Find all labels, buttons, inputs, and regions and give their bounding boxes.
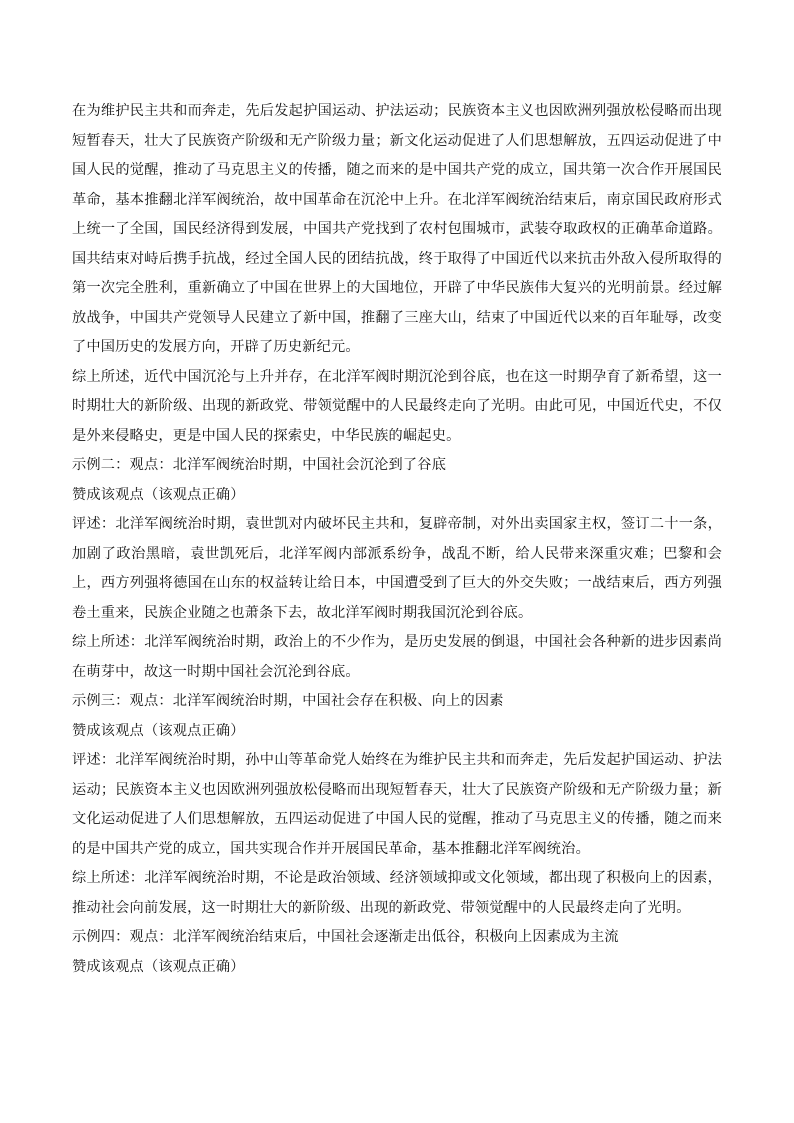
paragraph-continuation: 在为维护民主共和而奔走，先后发起护国运动、护法运动；民族资本主义也因欧洲列强放松侵略而出现短暂春天，壮大了民族资产阶级和无产阶级力量；新文化运动促进了人们思想解放，五四运动促进了中国人民的觉醒，推动了马克思主义的传播，随之而来的是中国共产党的成立，国共第一次合作开展国民革命，基本推翻北洋军阀统治，故中国革命在沉沦中上升。在北洋军阀统治结束后，南京国民政府形式上统一了全国，国民经济得到发展，中国共产党找到了农村包围城市，武装夺取政权的正确革命道路。国共结束对峙后携手抗战，经过全国人民的团结抗战，终于取得了中国近代以来抗击外敌入侵所取得的第一次完全胜利，重新确立了中国在世界上的大国地位，开辟了中华民族伟大复兴的光明前景。经过解放战争，中国共产党领导人民建立了新中国，推翻了三座大山，结束了中国近代以来的百年耻辱，改变了中国历史的发展方向，开辟了历史新纪元。 [72,103,722,355]
paragraph-summary-1: 综上所述，近代中国沉沦与上升并存，在北洋军阀时期沉沦到谷底，也在这一时期孕育了新希望，这一时期壮大的新阶级、出现的新政党、带领觉醒中的人民最终走向了光明。由此可见，中国近代史，不仅是外来侵略史，更是中国人民的探索史，中华民族的崛起史。 [72,368,722,444]
example-3-summary: 综上所述：北洋军阀统治时期，不论是政治领域、经济领域抑或文化领域，都出现了积极向上的因素，推动社会向前发展，这一时期壮大的新阶级、出现的新政党、带领觉醒中的人民最终走向了光明。 [72,870,722,916]
example-3-stance: 赞成该观点（该观点正确） [72,722,245,739]
example-4-stance: 赞成该观点（该观点正确） [72,958,245,975]
example-2-summary: 综上所述：北洋军阀统治时期，政治上的不少作为，是历史发展的倒退，中国社会各种新的进步因素尚在萌芽中，故这一时期中国社会沉沦到谷底。 [72,634,722,680]
example-4-heading: 示例四：观点：北洋军阀统治结束后，中国社会逐渐走出低谷，积极向上因素成为主流 [72,929,619,945]
example-3-commentary: 评述：北洋军阀统治时期，孙中山等革命党人始终在为维护民主共和而奔走，先后发起护国运动、护法运动；民族资本主义也因欧洲列强放松侵略而出现短暂春天，壮大了民族资产阶级和无产阶级力量；新文化运动促进了人们思想解放，五四运动促进了中国人民的觉醒，推动了马克思主义的传播，随之而来的是中国共产党的成立，国共实现合作并开展国民革命，基本推翻北洋军阀统治。 [72,752,722,857]
example-2-commentary: 评述：北洋军阀统治时期，袁世凯对内破坏民主共和，复辟帝制，对外出卖国家主权，签订二十一条，加剧了政治黑暗，袁世凯死后，北洋军阀内部派系纷争，战乱不断，给人民带来深重灾难；巴黎和会上，西方列强将德国在山东的权益转让给日本，中国遭受到了巨大的外交失败；一战结束后，西方列强卷土重来，民族企业随之也萧条下去，故北洋军阀时期我国沉沦到谷底。 [72,516,722,621]
document-body [72,97,722,982]
example-3-heading: 示例三：观点：北洋军阀统治时期，中国社会存在积极、向上的因素 [72,693,504,709]
example-2-heading: 示例二：观点：北洋军阀统治时期，中国社会沉沦到了谷底 [72,457,447,473]
example-2-stance: 赞成该观点（该观点正确） [72,486,245,503]
